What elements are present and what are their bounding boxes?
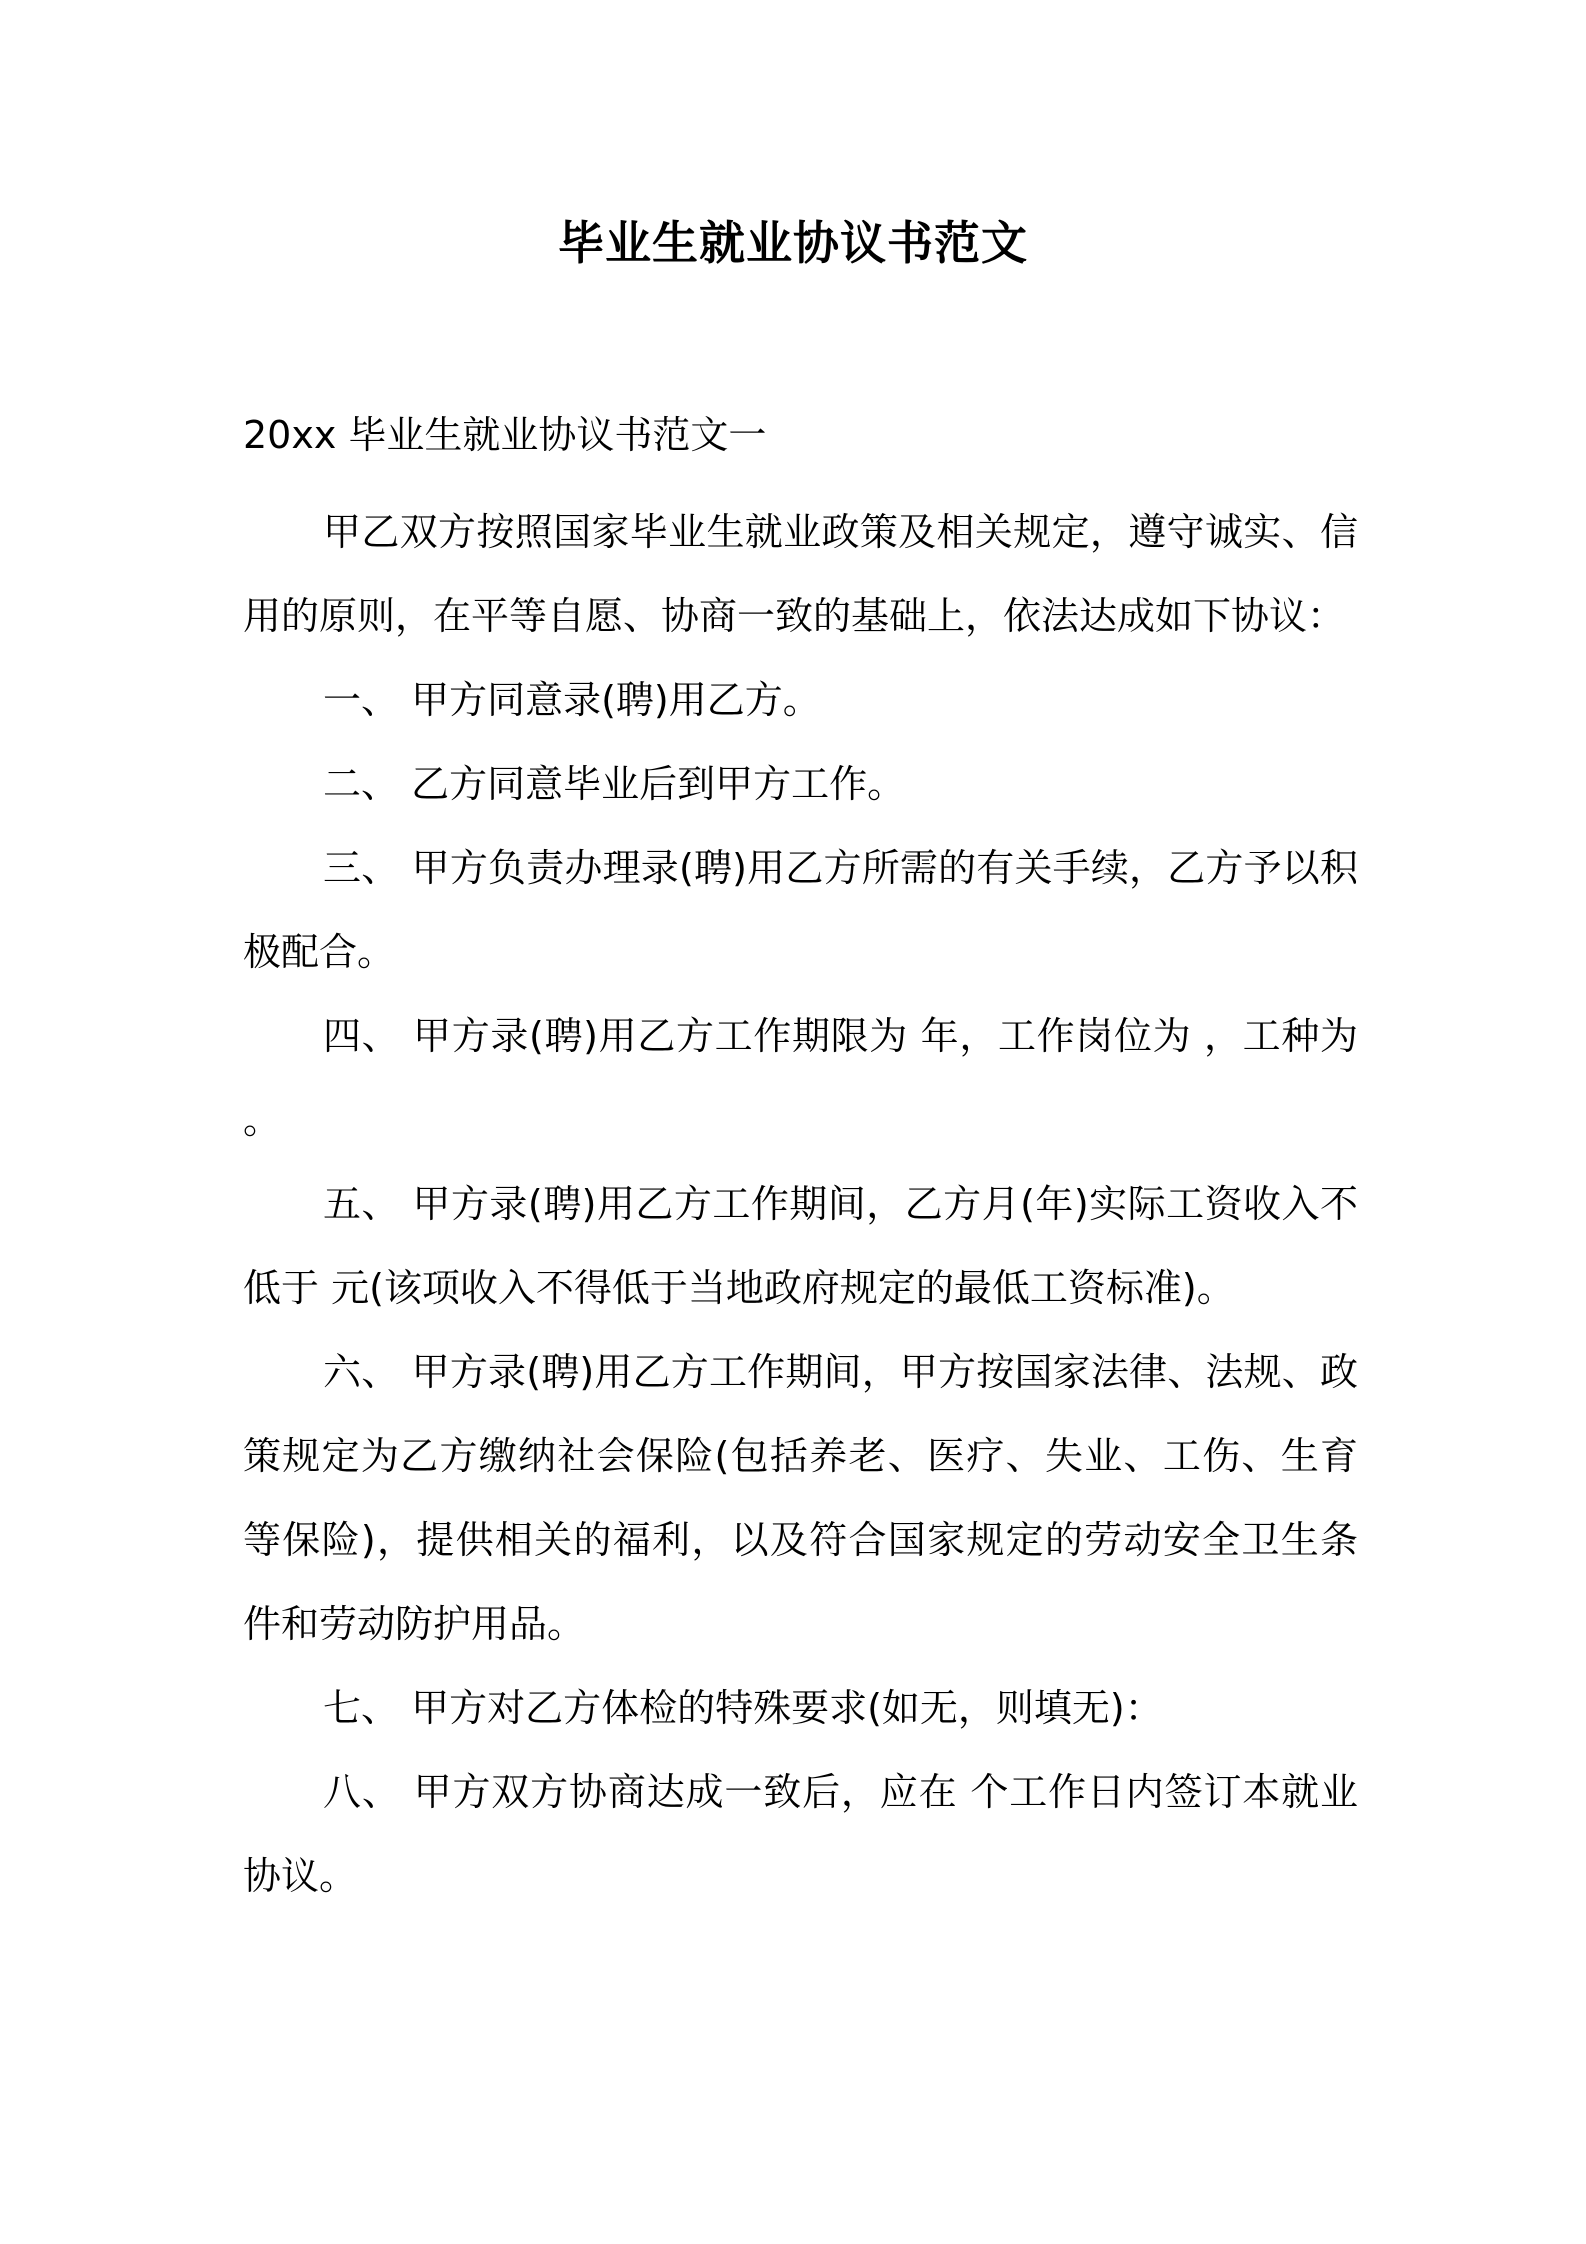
clause-2: 二、 乙方同意毕业后到甲方工作。 xyxy=(323,762,906,806)
clause-5: 五、 甲方录(聘)用乙方工作期间，乙方月(年)实际工资收入不低于 元(该项收入不得低于当地政府规定的最低工资标准)。 xyxy=(243,1182,1358,1310)
clause-4: 四、 甲方录(聘)用乙方工作期限为 年，工作岗位为 ，工种为 。 xyxy=(243,1014,1358,1142)
clause-3: 三、 甲方负责办理录(聘)用乙方所需的有关手续，乙方予以积极配合。 xyxy=(243,846,1358,974)
clause-6: 六、 甲方录(聘)用乙方工作期间，甲方按国家法律、法规、政策规定为乙方缴纳社会保险(包括养老、医疗、失业、工伤、生育等保险)，提供相关的福利，以及符合国家规定的劳动安全卫生条件和劳动防护用品。 xyxy=(243,1350,1358,1646)
clause-1: 一、 甲方同意录(聘)用乙方。 xyxy=(323,678,821,722)
document-title: 毕业生就业协议书范文 xyxy=(558,216,1028,270)
document-subtitle: 20xx 毕业生就业协议书范文一 xyxy=(243,413,767,457)
paragraph-intro: 甲乙双方按照国家毕业生就业政策及相关规定，遵守诚实、信用的原则，在平等自愿、协商一致的基础上，依法达成如下协议： xyxy=(243,510,1358,638)
clause-7: 七、 甲方对乙方体检的特殊要求(如无，则填无)： xyxy=(323,1686,1163,1730)
clause-8: 八、 甲方双方协商达成一致后，应在 个工作日内签订本就业协议。 xyxy=(243,1770,1358,1898)
document-body xyxy=(243,490,1358,1918)
